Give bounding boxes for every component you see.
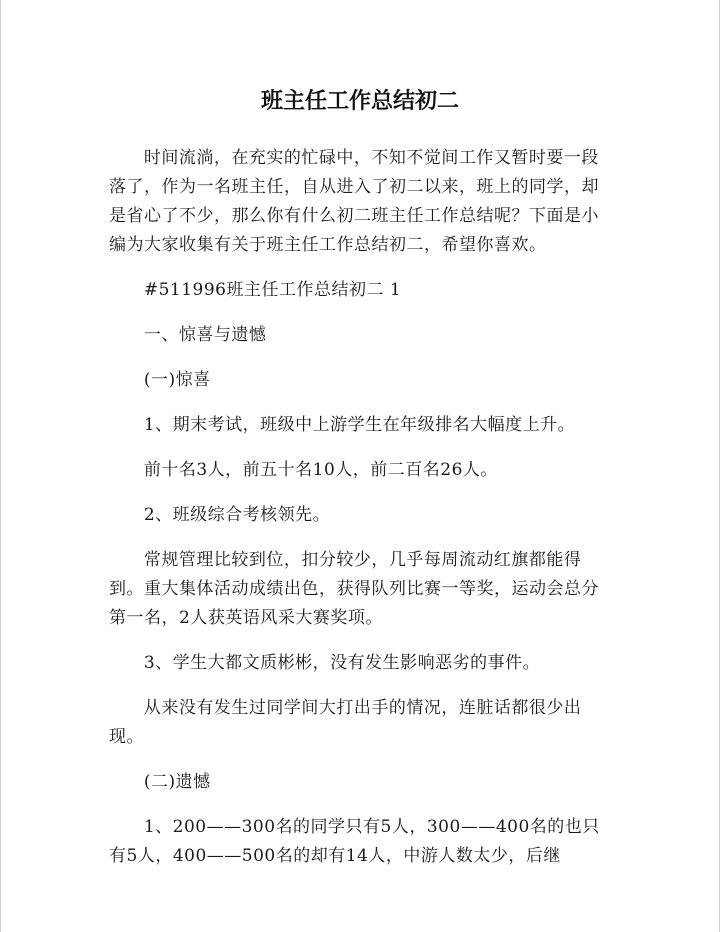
subheading-surprise: (一)惊喜 xyxy=(143,370,211,390)
document-title: 班主任工作总结初二 xyxy=(260,89,459,114)
section-heading-1: #511996班主任工作总结初二 1 xyxy=(143,280,402,300)
point-1: 1、期末考试，班级中上游学生在年级排名大幅度上升。 xyxy=(143,415,576,435)
regret-point-1: 1、200——300名的同学只有5人，300——400名的也只有5人，400——500名的却有14人，中游人数太少，后继 xyxy=(109,817,600,866)
document-body xyxy=(109,86,611,887)
rank-stats: 前十名3人，前五十名10人，前二百名26人。 xyxy=(143,460,498,480)
behavior-paragraph: 从来没有发生过同学间大打出手的情况，连脏话都很少出现。 xyxy=(109,698,582,747)
heading-surprise-and-regret: 一、惊喜与遗憾 xyxy=(143,325,267,345)
point-2: 2、班级综合考核领先。 xyxy=(143,505,331,525)
management-paragraph: 常规管理比较到位，扣分较少，几乎每周流动红旗都能得到。重大集体活动成绩出色，获得队列比赛一等奖，运动会总分第一名，2人获英语风采大赛奖项。 xyxy=(109,550,599,628)
page-border-left xyxy=(0,0,1,932)
point-3: 3、学生大都文质彬彬，没有发生影响恶劣的事件。 xyxy=(143,653,541,673)
intro-paragraph: 时间流淌，在充实的忙碌中，不知不觉间工作又暂时要一段落了，作为一名班主任，自从进入了初二以来，班上的同学，却是省心了不少，那么你有什么初二班主任工作总结呢？下面是小编为大家收集有关于班主任工作总结初二，希望你喜欢。 xyxy=(109,148,599,255)
subheading-regret: (二)遗憾 xyxy=(143,772,211,792)
